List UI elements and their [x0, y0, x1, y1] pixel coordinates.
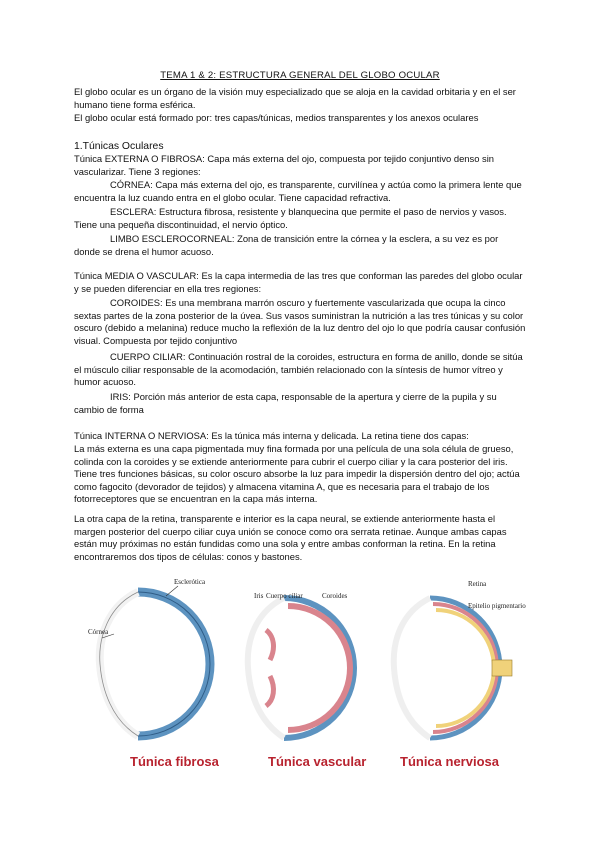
retina-label: Retina: [468, 580, 487, 588]
nerviosa-cornea-shape: [394, 598, 430, 738]
eye-tunics-figure: [70, 578, 532, 774]
fibrosa-intro: Túnica EXTERNA O FIBROSA: Capa más externa del ojo, compuesta por tejido conjuntivo denso sin vascularizar. Tiene 3 regiones:: [74, 153, 494, 177]
iris-label: Iris: [254, 592, 264, 600]
intro-paragraph-2: El globo ocular está formado por: tres capas/túnicas, medios transparentes y los anexos oculares: [74, 112, 479, 123]
cornea-label: Córnea: [88, 628, 109, 636]
cuerpo-ciliar-label: Cuerpo ciliar: [266, 592, 303, 600]
coroides-paragraph: [74, 297, 526, 347]
cuerpo-ciliar-text: CUERPO CILIAR: Continuación rostral de la coroides, estructura en forma de anillo, donde se sitúa el músculo ciliar responsable de la acomodación, también relacionado con la síntesis de humor vítreo y humor acuoso.: [74, 351, 523, 388]
iris-lower-shape: [266, 676, 273, 706]
vascular-intro: Túnica MEDIA O VASCULAR: Es la capa intermedia de las tres que conforman las paredes del globo ocular y se pueden diferenciar en ella tres regiones:: [74, 270, 523, 294]
cornea-shape: [100, 592, 138, 736]
limbo-text: LIMBO ESCLEROCORNEAL: Zona de transición entre la córnea y la esclera, a su vez es por donde se drena el humor acuoso.: [74, 233, 499, 257]
caption-fibrosa: Túnica fibrosa: [130, 754, 219, 769]
vascular-sclera-shape: [284, 598, 354, 738]
iris-text: IRIS: Porción más anterior de esta capa, responsable de la apertura y cierre de la pupila y su cambio de forma: [74, 391, 497, 415]
vascular-cornea-shape: [248, 598, 284, 738]
nerviosa-choroid-shape: [433, 604, 497, 732]
iris-upper-shape: [266, 630, 273, 660]
intro-paragraph-1: El globo ocular es un órgano de la visión muy especializado que se aloja en la cavidad orbitaria y en el ser humano tiene forma esférica.: [74, 86, 516, 110]
optic-nerve-shape: [492, 660, 512, 676]
nerviosa-paragraph-2: La otra capa de la retina, transparente e interior es la capa neural, se extiende anteriormente hasta el margen posterior del cuerpo ciliar cuya unión se conoce como ora serrata retinae. Aunque ambas capas están muy próximas no están fundidas como una sola y entre ambas conforman la retina. En la retina encontraremos dos tipos de células: conos y bastones.: [74, 513, 507, 562]
cornea-text: CÓRNEA: Capa más externa del ojo, es transparente, curvilínea y actúa como la primera lente que encuentra la luz cuando entra en el globo ocular. Tiene capacidad refractiva.: [74, 179, 522, 203]
esclerotica-label: Esclerótica: [174, 578, 206, 586]
document-title: TEMA 1 & 2: ESTRUCTURA GENERAL DEL GLOBO OCULAR: [160, 70, 440, 81]
cuerpo-ciliar-paragraph: [74, 351, 526, 389]
nerviosa-intro: Túnica INTERNA O NERVIOSA: Es la túnica más interna y delicada. La retina tiene dos capas:: [74, 430, 469, 441]
limbo-paragraph: [74, 233, 526, 258]
eye-vascular: [248, 592, 354, 738]
coroides-label: Coroides: [322, 592, 348, 600]
nerviosa-paragraph-1: La más externa es una capa pigmentada muy fina formada por una película de una sola célula de grueso, colinda con la coroides y se extiende anteriormente para cubrir el cuerpo ciliar y la cara posterior del iris. Tiene tres funciones básicas, su color oscuro absorbe la luz para impedir la dispersión dentro del ojo; actúa como fagocito (devorador de tejidos) y almacena vitamina A, que es necesaria para el trabajo de los fotorreceptores que se encuentran en la capa más interna.: [74, 443, 520, 505]
coroides-text: COROIDES: Es una membrana marrón oscuro y fuertemente vascularizada que ocupa la cinco sextas partes de la zona posterior de la úvea. Sus vasos suministran la nutrición a las tres túnicas y su color oscuro (debido a melanina) reduce mucho la reflexión de la luz dentro del ojo lo que podría causar confusión visual. Compuesta por tejido conjuntivo: [74, 297, 526, 346]
eye-nerviosa: [394, 580, 526, 738]
section-heading: 1.Túnicas Oculares: [74, 141, 164, 152]
epitelio-label: Epitelio pigmentario: [468, 602, 526, 610]
sclera-outline: [138, 592, 210, 736]
caption-nerviosa: Túnica nerviosa: [400, 754, 499, 769]
esclera-text: ESCLERA: Estructura fibrosa, resistente y blanquecina que permite el paso de nervios y vasos. Tiene una pequeña discontinuidad, el nervio óptico.: [74, 206, 507, 230]
caption-vascular: Túnica vascular: [268, 754, 367, 769]
sclera-shape: [138, 592, 210, 736]
esclera-paragraph: [74, 206, 526, 231]
cornea-paragraph: [74, 179, 526, 204]
esclerotica-leader: [166, 586, 178, 596]
iris-paragraph: [74, 391, 526, 416]
eye-fibrosa: [88, 578, 210, 736]
